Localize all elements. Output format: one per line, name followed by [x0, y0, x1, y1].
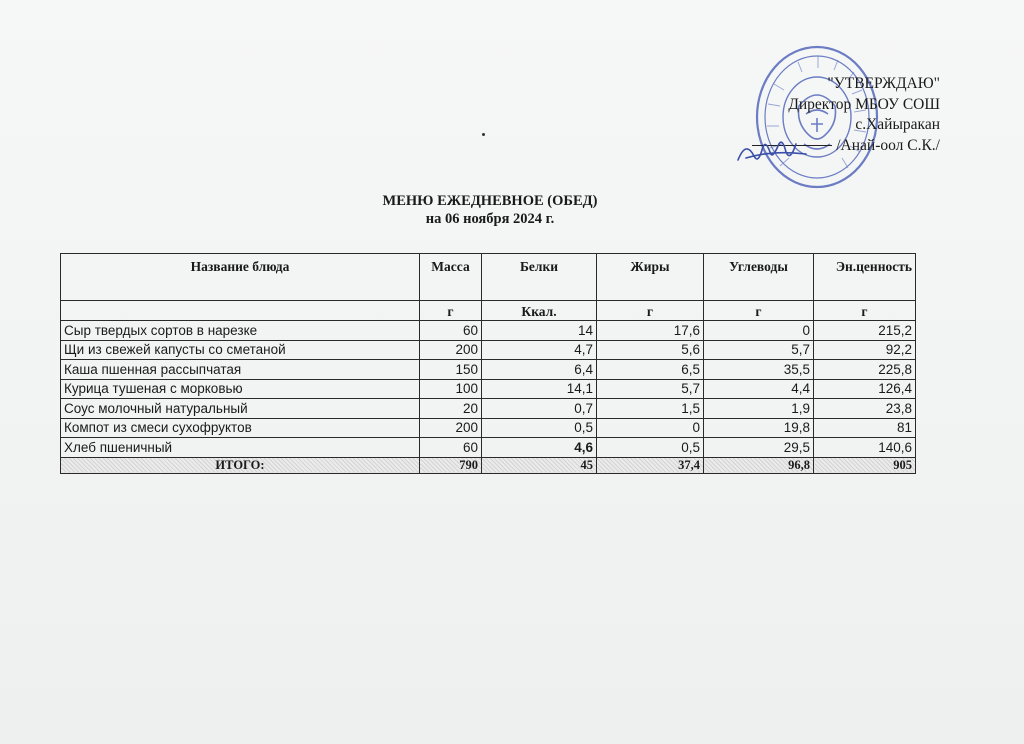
dish-protein: 0,5: [482, 418, 597, 438]
dish-mass: 200: [420, 340, 482, 360]
dish-protein: 4,7: [482, 340, 597, 360]
total-energy: 905: [814, 457, 916, 473]
dish-carbs: 29,5: [704, 438, 814, 458]
header-fat: Жиры: [597, 254, 704, 301]
dish-fat: 5,6: [597, 340, 704, 360]
approval-name: /Анай-оол С.К./: [836, 136, 940, 154]
menu-title-date: на 06 ноября 2024 г.: [425, 211, 555, 227]
dish-fat: 0,5: [597, 438, 704, 458]
dish-name: Сыр твердых сортов в нарезке: [61, 321, 420, 341]
dish-energy: 225,8: [814, 360, 916, 380]
header-protein: Белки: [482, 254, 597, 301]
dish-mass: 150: [420, 360, 482, 380]
dish-protein: 0,7: [482, 399, 597, 419]
dish-name: Курица тушеная с морковью: [61, 379, 420, 399]
table-row: [61, 340, 916, 360]
header-energy: Эн.ценность: [814, 254, 916, 301]
dish-fat: 6,5: [597, 360, 704, 380]
dish-energy: 92,2: [814, 340, 916, 360]
menu-title: [340, 192, 640, 228]
menu-table: [60, 253, 916, 474]
table-row: [61, 379, 916, 399]
header-dish-name: Название блюда: [61, 254, 420, 301]
dish-fat: 17,6: [597, 321, 704, 341]
dish-protein: 14,1: [482, 379, 597, 399]
dish-carbs: 35,5: [704, 360, 814, 380]
dish-energy: 81: [814, 418, 916, 438]
dish-fat: 0: [597, 418, 704, 438]
unit-mass: г: [420, 301, 482, 321]
dish-energy: 215,2: [814, 321, 916, 341]
table-units-row: [61, 301, 916, 321]
dish-energy: 23,8: [814, 399, 916, 419]
approval-position: Директор МБОУ СОШ: [788, 95, 940, 113]
dish-protein: 14: [482, 321, 597, 341]
table-row: [61, 321, 916, 341]
dish-name: Каша пшенная рассыпчатая: [61, 360, 420, 380]
dish-carbs: 19,8: [704, 418, 814, 438]
dish-fat: 5,7: [597, 379, 704, 399]
dish-energy: 140,6: [814, 438, 916, 458]
table-row: [61, 438, 916, 458]
unit-dish-name: [61, 301, 420, 321]
dish-name: Компот из смеси сухофруктов: [61, 418, 420, 438]
dish-mass: 100: [420, 379, 482, 399]
dish-energy: 126,4: [814, 379, 916, 399]
dish-name: Хлеб пшеничный: [61, 438, 420, 458]
dish-name: Соус молочный натуральный: [61, 399, 420, 419]
menu-title-heading: МЕНЮ ЕЖЕДНЕВНОЕ (ОБЕД): [382, 193, 598, 209]
unit-fat: г: [597, 301, 704, 321]
dish-protein: 4,6: [482, 438, 597, 458]
dish-carbs: 0: [704, 321, 814, 341]
dish-mass: 20: [420, 399, 482, 419]
unit-carbs: г: [704, 301, 814, 321]
stray-dot: [482, 133, 485, 136]
dish-mass: 200: [420, 418, 482, 438]
dish-fat: 1,5: [597, 399, 704, 419]
table-header-row: [61, 254, 916, 301]
approval-heading: "УТВЕРЖДАЮ": [827, 75, 940, 92]
header-mass: Масса: [420, 254, 482, 301]
handwritten-signature: [732, 130, 812, 170]
dish-protein: 6,4: [482, 360, 597, 380]
table-row: [61, 360, 916, 380]
dish-name: Щи из свежей капусты со сметаной: [61, 340, 420, 360]
dish-carbs: 5,7: [704, 340, 814, 360]
total-label: ИТОГО:: [61, 457, 420, 473]
unit-protein: Ккал.: [482, 301, 597, 321]
total-fat: 37,4: [597, 457, 704, 473]
dish-carbs: 1,9: [704, 399, 814, 419]
dish-mass: 60: [420, 438, 482, 458]
table-row: [61, 399, 916, 419]
dish-mass: 60: [420, 321, 482, 341]
total-mass: 790: [420, 457, 482, 473]
table-row: [61, 418, 916, 438]
total-protein: 45: [482, 457, 597, 473]
total-carbs: 96,8: [704, 457, 814, 473]
unit-energy: г: [814, 301, 916, 321]
approval-location: с.Хайыракан: [855, 116, 940, 133]
dish-carbs: 4,4: [704, 379, 814, 399]
header-carbs: Углеводы: [704, 254, 814, 301]
table-total-row: [61, 457, 916, 473]
